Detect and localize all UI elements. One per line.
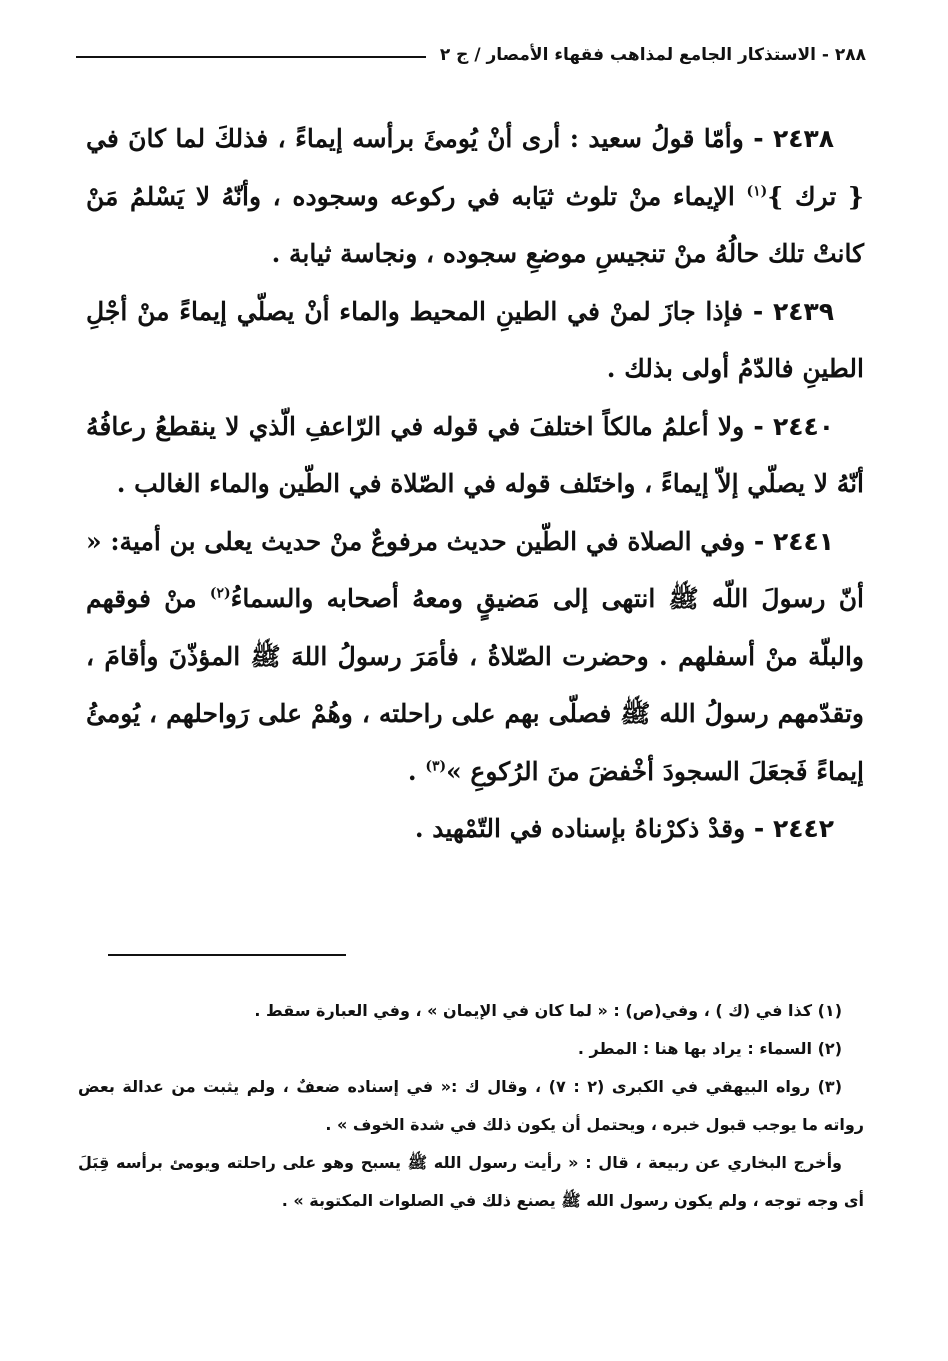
paragraph-2439 <box>86 283 864 398</box>
paragraph-2441 <box>86 513 864 801</box>
page-header-title: ٢٨٨ - الاستذكار الجامع لمذاهب فقهاء الأمصار / ج ٢ <box>439 45 866 65</box>
paragraph-text: فإذا جازَ لمنْ في الطينِ المحيط والماء أنْ يصلّي إيماءً منْ أجْلِ الطينِ فالدّمُ أولى بذلك . <box>86 296 864 383</box>
header-rule <box>76 56 426 58</box>
paragraph-text: وفي الصلاة في الطّين حديث مرفوعٌ منْ حديث يعلى بن أمية: « أنّ رسولَ اللّه ﷺ انتهى إلى مَضيقٍ ومعهُ أصحابه والسماءُ <box>86 526 864 613</box>
main-text <box>86 110 864 858</box>
running-header <box>76 38 866 72</box>
paragraph-number: ٢٤٤٢ - <box>753 814 834 843</box>
paragraph-text: منْ فوقهم والبلّة منْ أسفلهم . وحضرت الصّلاةُ ، فأمَرَ رسولُ اللهَ ﷺ المؤذّنَ وأقامَ ، وتقدّمهم رسولُ الله ﷺ فصلّى بهم على راحلته ، وهُمْ على رَواحلهم ، يُومئُ إيماءً فَجعَلَ السجودَ أخْفضَ منَ الرُكوعِ » <box>86 584 864 786</box>
paragraph-text: . <box>407 756 426 786</box>
paragraph-text: الإيماء منْ تلوث ثيَابه في ركوعه وسجوده ، وأنّهُ لا يَسْلمُ مَنْ كانتْ تلك حالُهُ منْ تنجيسِ موضعِ سجوده ، ونجاسة ثيابة . <box>86 181 864 268</box>
paragraph-text: وأمّا قولُ سعيد : أرى أنْ يُومئَ برأسه إيماءً ، فذلكَ لما كانَ في { ترك } <box>86 124 864 211</box>
footnote-separator <box>108 954 346 956</box>
paragraph-2442 <box>86 800 864 858</box>
paragraph-2440 <box>86 398 864 513</box>
paragraph-number: ٢٤٤١ - <box>753 526 834 556</box>
footnote-3: (٣) رواه البيهقي في الكبرى (٢ : ٧) ، وقال ك :« في إسناده ضعفٌ ، ولم يثبت من عدالة بعض رواته ما يوجب قبول خبره ، ويحتمل أن يكون ذلك في شدة الخوف » . <box>78 1077 864 1134</box>
footnote-ref-2[interactable]: (٢) <box>209 585 231 602</box>
footnote-ref-3[interactable]: (٣) <box>425 758 447 775</box>
footnotes <box>78 992 864 1220</box>
paragraph-2438 <box>86 110 864 283</box>
footnote-2: (٢) السماء : يراد بها هنا : المطر . <box>577 1039 842 1058</box>
footnote-3-continued: وأخرج البخاري عن ربيعة ، قال : « رأيت رسول الله ﷺ يسبح وهو على راحلته ويومئ برأسه قِبَلَ أى وجه توجه ، ولم يكون رسول الله ﷺ يصنع ذلك في الصلوات المكتوبة » . <box>78 1153 864 1210</box>
footnote-1: (١) كذا في (ك ) ، وفي(ص) : « لما كان في الإيمان » ، وفي العبارة سقط . <box>254 1001 842 1020</box>
paragraph-number: ٢٤٣٨ - <box>753 124 834 153</box>
footnote-ref-1[interactable]: (١) <box>746 183 768 200</box>
paragraph-text: ولا أعلمُ مالكاً اختلفَ في قوله في الرّاعفِ الّذي لا ينقطعُ رعافُهُ أنّهُ لا يصلّي إلاّ إيماءً ، واختَلف قوله في الصّلاة في الطّين والماء الغالب . <box>86 411 864 498</box>
paragraph-number: ٢٤٤٠ - <box>753 411 834 441</box>
paragraph-text: وقدْ ذكرْناهُ بإسناده في التّمْهيد . <box>414 814 754 843</box>
paragraph-number: ٢٤٣٩ - <box>752 296 834 326</box>
